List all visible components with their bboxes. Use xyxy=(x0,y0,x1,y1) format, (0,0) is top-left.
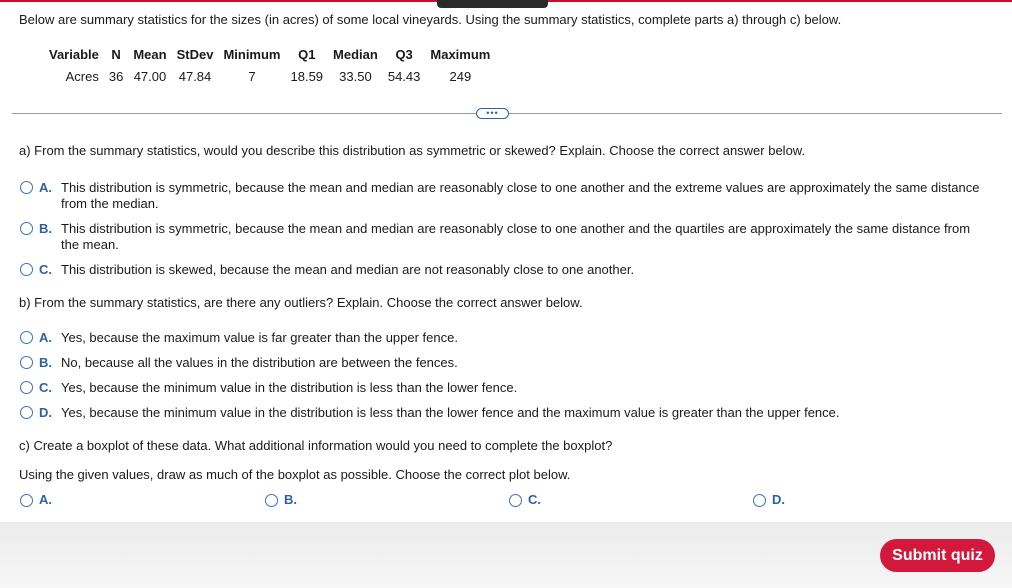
cell-stdev: 47.84 xyxy=(178,69,212,84)
part-c-question: c) Create a boxplot of these data. What additional information would you need to complete the boxplot? xyxy=(19,438,613,453)
question-intro: Below are summary statistics for the sizes (in acres) of some local vineyards. Using the summary statistics, complete parts a) through c) below. xyxy=(19,12,842,27)
option-letter: A. xyxy=(39,330,52,345)
option-text: No, because all the values in the distribution are between the fences. xyxy=(61,355,458,370)
part-a-option-b[interactable] xyxy=(20,221,990,253)
option-letter: C. xyxy=(528,492,541,507)
table-row xyxy=(44,66,495,87)
col-header-stdev: StDev xyxy=(176,47,214,62)
option-letter: D. xyxy=(772,492,785,507)
option-letter: D. xyxy=(39,405,52,420)
radio-button[interactable] xyxy=(20,331,33,344)
radio-button[interactable] xyxy=(20,406,33,419)
cell-maximum: 249 xyxy=(449,69,472,84)
plot-option-d[interactable] xyxy=(753,492,794,507)
submit-quiz-button[interactable]: Submit quiz xyxy=(880,539,995,572)
radio-button[interactable] xyxy=(265,494,278,507)
option-text: Yes, because the minimum value in the distribution is less than the lower fence. xyxy=(61,380,518,395)
option-text: Yes, because the minimum value in the distribution is less than the lower fence and the maximum value is greater than the upper fence. xyxy=(61,405,840,420)
radio-button[interactable] xyxy=(20,222,33,235)
col-header-minimum: Minimum xyxy=(223,47,281,62)
col-header-variable: Variable xyxy=(49,47,99,62)
option-letter: A. xyxy=(39,492,52,507)
plot-option-a[interactable] xyxy=(20,492,61,507)
radio-button[interactable] xyxy=(20,381,33,394)
footer-bar xyxy=(0,522,1012,588)
part-a-option-a[interactable] xyxy=(20,180,990,212)
col-header-mean: Mean xyxy=(133,47,167,62)
col-header-maximum: Maximum xyxy=(430,47,491,62)
col-header-n: N xyxy=(111,47,121,62)
cell-minimum: 7 xyxy=(248,69,256,84)
option-letter: C. xyxy=(39,262,52,277)
cell-median: 33.50 xyxy=(339,69,372,84)
part-a-option-c[interactable] xyxy=(20,262,990,278)
part-b-option-d[interactable] xyxy=(20,405,990,421)
option-letter: B. xyxy=(39,355,52,370)
part-b-question: b) From the summary statistics, are there any outliers? Explain. Choose the correct answer below. xyxy=(19,295,583,310)
radio-button[interactable] xyxy=(20,263,33,276)
radio-button[interactable] xyxy=(20,356,33,369)
part-b-option-b[interactable] xyxy=(20,355,990,371)
radio-button[interactable] xyxy=(509,494,522,507)
option-letter: A. xyxy=(39,180,52,195)
option-text: This distribution is symmetric, because the mean and median are reasonably close to one another and the quartiles are approximately the same distance from the mean. xyxy=(61,221,971,252)
option-letter: B. xyxy=(284,492,297,507)
cell-mean: 47.00 xyxy=(133,69,167,84)
option-letter: B. xyxy=(39,221,52,236)
option-letter: C. xyxy=(39,380,52,395)
radio-button[interactable] xyxy=(753,494,766,507)
table-header-row xyxy=(44,46,495,66)
option-text: This distribution is skewed, because the mean and median are not reasonably close to one another. xyxy=(61,262,635,277)
part-b-option-c[interactable] xyxy=(20,380,990,396)
col-header-q3: Q3 xyxy=(395,47,413,62)
part-b-option-a[interactable] xyxy=(20,330,990,346)
radio-button[interactable] xyxy=(20,181,33,194)
col-header-median: Median xyxy=(333,47,378,62)
part-a-question: a) From the summary statistics, would you describe this distribution as symmetric or skewed? Explain. Choose the correct answer below. xyxy=(19,143,806,158)
plot-option-c[interactable] xyxy=(509,492,550,507)
cell-variable: Acres xyxy=(65,69,99,84)
radio-button[interactable] xyxy=(20,494,33,507)
plot-option-b[interactable] xyxy=(265,492,306,507)
cell-q3: 54.43 xyxy=(387,69,421,84)
option-text: Yes, because the maximum value is far greater than the upper fence. xyxy=(61,330,458,345)
option-text: This distribution is symmetric, because the mean and median are reasonably close to one another and the extreme values are approximately the same distance from the median. xyxy=(61,180,980,211)
part-c-instruction: Using the given values, draw as much of the boxplot as possible. Choose the correct plot below. xyxy=(19,467,571,482)
cell-n: 36 xyxy=(108,69,124,84)
summary-stats-table xyxy=(44,46,495,87)
col-header-q1: Q1 xyxy=(298,47,316,62)
cell-q1: 18.59 xyxy=(290,69,324,84)
expand-more-button[interactable]: ••• xyxy=(476,108,509,119)
